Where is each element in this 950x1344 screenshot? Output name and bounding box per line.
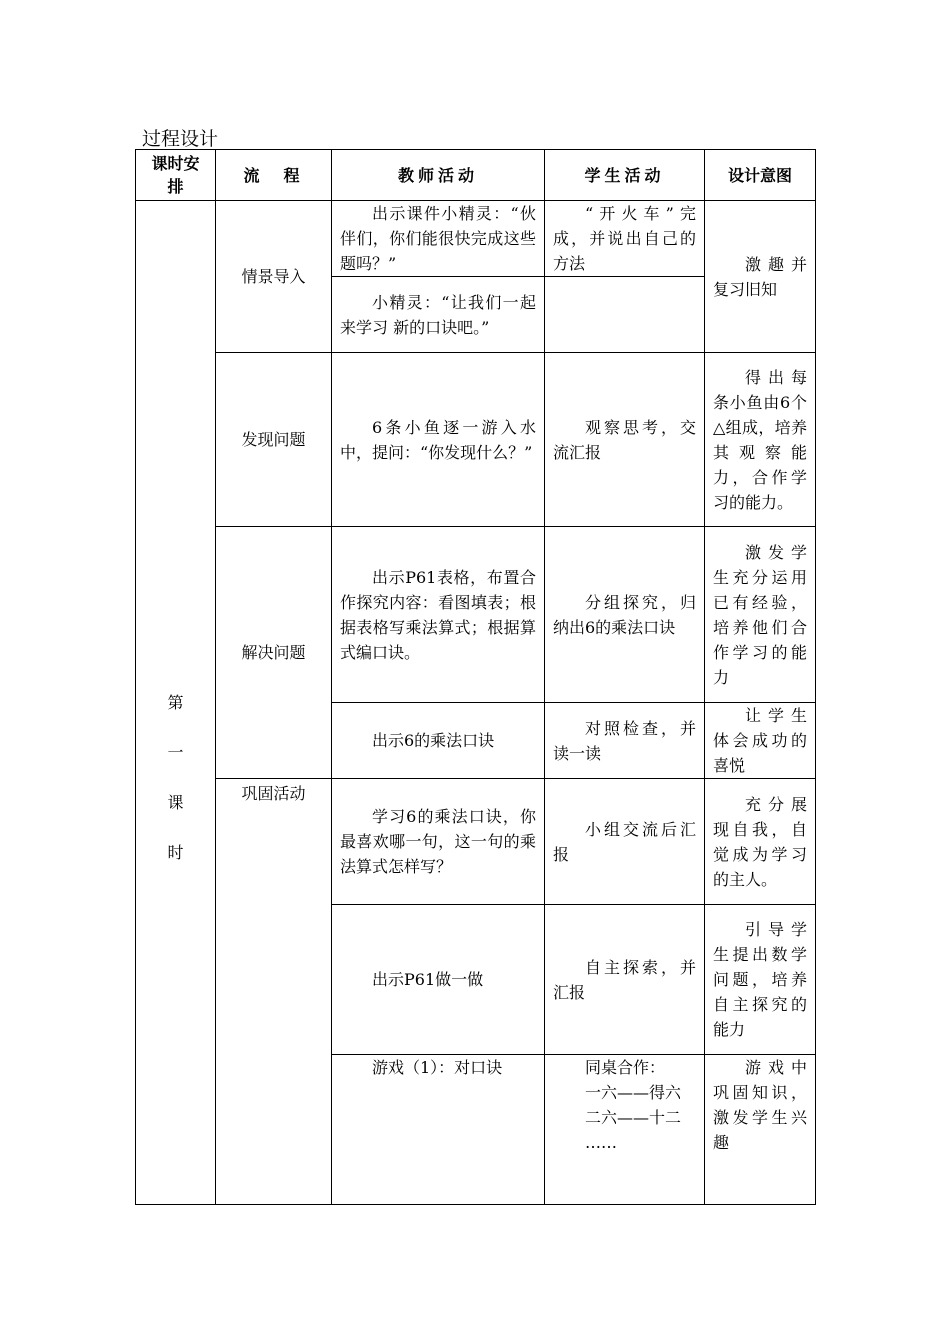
student-activity	[545, 1055, 705, 1205]
lesson-char: 第	[167, 692, 184, 712]
teacher-activity: 出示P61表格，布置合作探究内容：看图填表；根据表格写乘法算式；根据算式编口诀。	[332, 527, 545, 703]
teacher-activity: 学习6的乘法口诀，你最喜欢哪一句，这一句的乘法算式怎样写？	[332, 779, 545, 905]
table-row	[136, 527, 816, 703]
teacher-activity: 出示P61做一做	[332, 905, 545, 1055]
process-design-table	[135, 149, 816, 1205]
stage-consolidate: 巩固活动	[216, 779, 332, 1205]
design-intent: 游戏中巩固知识，激发学生兴趣	[705, 1055, 816, 1205]
student-activity: 对照检查，并读一读	[545, 703, 705, 779]
table-row	[136, 353, 816, 527]
section-title: 过程设计	[142, 128, 219, 150]
student-line: ……	[585, 1133, 617, 1152]
table-row	[136, 779, 816, 905]
header-flow: 流 程	[216, 150, 332, 201]
student-activity: 自主探索，并汇报	[545, 905, 705, 1055]
design-intent: 激发学生充分运用已有经验，培养他们合作学习的能力	[705, 527, 816, 703]
lesson-cell	[136, 201, 216, 1205]
header-intent: 设计意图	[705, 150, 816, 201]
teacher-activity: 出示6的乘法口诀	[332, 703, 545, 779]
lesson-char: 课	[167, 792, 184, 812]
student-activity: 观察思考，交流汇报	[545, 353, 705, 527]
design-intent: 让学生体会成功的喜悦	[705, 703, 816, 779]
teacher-activity: 游戏（1）：对口诀	[332, 1055, 545, 1205]
student-line: 二六——十二	[585, 1108, 682, 1127]
student-activity: 分组探究，归纳出6的乘法口诀	[545, 527, 705, 703]
lesson-char: 一	[167, 742, 184, 762]
design-intent: 引导学生提出数学问题，培养自主探究的能力	[705, 905, 816, 1055]
student-activity: “开火车”完成，并说出自己的方法	[545, 201, 705, 277]
student-line: 一六——得六	[585, 1083, 682, 1102]
lesson-char: 时	[167, 842, 184, 862]
student-activity	[545, 277, 705, 353]
student-activity: 小组交流后汇报	[545, 779, 705, 905]
design-intent: 充分展现自我，自觉成为学习的主人。	[705, 779, 816, 905]
stage-discover: 发现问题	[216, 353, 332, 527]
teacher-activity: 出示课件小精灵：“伙伴们，你们能很快完成这些题吗？”	[332, 201, 545, 277]
header-teacher: 教师活动	[332, 150, 545, 201]
table-row	[136, 201, 816, 277]
teacher-activity: 小精灵：“让我们一起来学习 新的口诀吧。”	[332, 277, 545, 353]
header-student: 学生活动	[545, 150, 705, 201]
design-intent: 得出每条小鱼由6个△组成，培养其观察能力，合作学习的能力。	[705, 353, 816, 527]
teacher-activity: 6条小鱼逐一游入水中，提问：“你发现什么？”	[332, 353, 545, 527]
student-line: 同桌合作：	[585, 1058, 666, 1077]
stage-intro: 情景导入	[216, 201, 332, 353]
stage-solve: 解决问题	[216, 527, 332, 779]
design-intent: 激趣并复习旧知	[705, 201, 816, 353]
header-lesson: 课时安排	[136, 150, 216, 201]
header-row	[136, 150, 816, 201]
